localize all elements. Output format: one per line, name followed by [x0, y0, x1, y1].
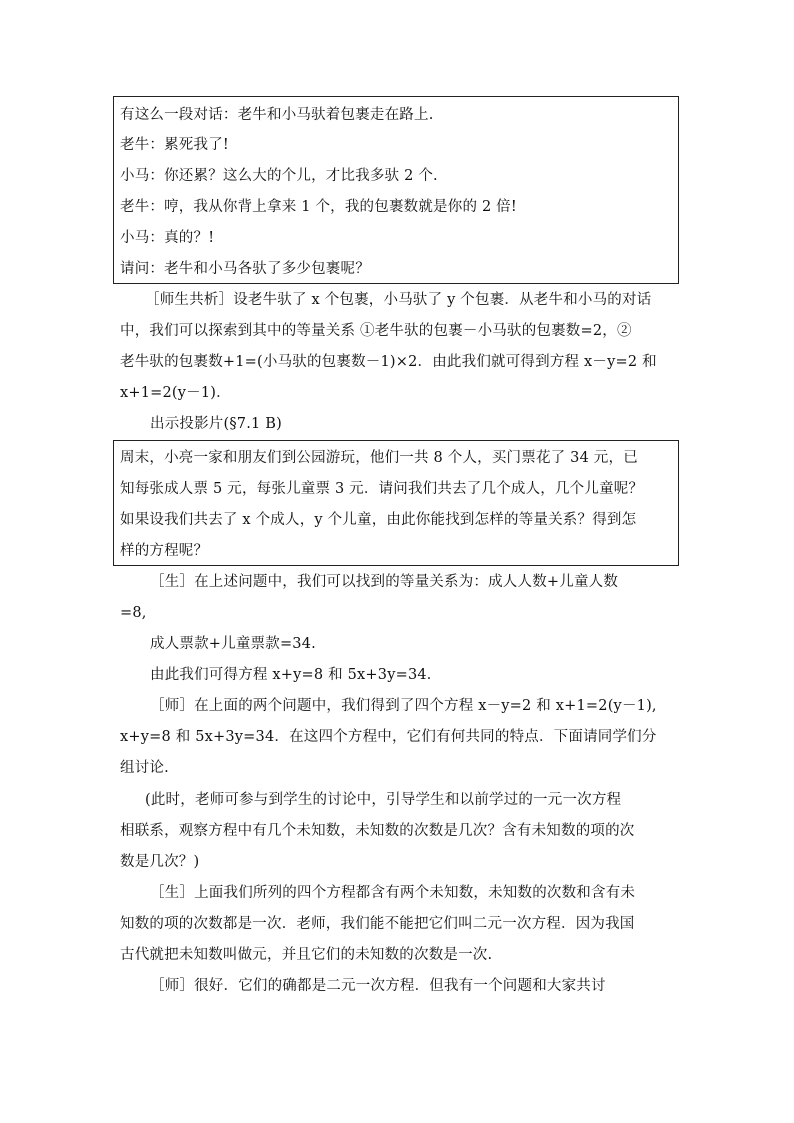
body-line: ［师］在上面的两个问题中，我们得到了四个方程 x－y=2 和 x+1=2(y－1), — [150, 698, 657, 714]
body-line: x+y=8 和 5x+3y=34．在这四个方程中，它们有何共同的特点．下面请同学们分 — [120, 729, 657, 745]
body-line: 成人票款+儿童票款=34. — [150, 636, 316, 652]
body-line: =8, — [120, 605, 147, 621]
body-line: 古代就把未知数叫做元，并且它们的未知数的次数是一次. — [120, 947, 493, 963]
dialogue-line: 有这么一段对话：老牛和小马驮着包裹走在路上. — [120, 107, 434, 123]
dialogue-box — [113, 96, 679, 284]
slide-note: 出示投影片(§7.1 B) — [150, 416, 282, 432]
analysis-line: ［师生共析］设老牛驮了 x 个包裹，小马驮了 y 个包裹．从老牛和小马的对话 — [145, 292, 652, 308]
body-line: 由此我们可得方程 x+y=8 和 5x+3y=34． — [150, 667, 442, 683]
dialogue-line: 请问：老牛和小马各驮了多少包裹呢？ — [120, 261, 370, 277]
body-line: ［师］很好．它们的确都是二元一次方程．但我有一个问题和大家共讨 — [150, 978, 606, 994]
analysis-line: 中，我们可以探索到其中的等量关系 ①老牛驮的包裹－小马驮的包裹数=2，② — [120, 323, 632, 339]
body-line: 相联系，观察方程中有几个未知数，未知数的次数是几次？含有未知数的项的次 — [120, 823, 635, 839]
analysis-line: x+1=2(y－1)． — [120, 385, 231, 401]
dialogue-line: 老牛：累死我了! — [120, 137, 229, 153]
problem-line: 周末，小亮一家和朋友们到公园游玩，他们一共 8 个人，买门票花了 34 元，已 — [120, 450, 638, 466]
dialogue-line: 小马：真的？! — [120, 230, 215, 246]
dialogue-line: 小马：你还累？这么大的个儿，才比我多驮 2 个. — [120, 168, 438, 184]
problem-line: 如果设我们共去了 x 个成人，y 个儿童，由此你能找到怎样的等量关系？得到怎 — [120, 512, 637, 528]
problem-line: 知每张成人票 5 元，每张儿童票 3 元．请问我们共去了几个成人，几个儿童呢？ — [120, 481, 644, 497]
body-line: ［生］在上述问题中，我们可以找到的等量关系为：成人人数+儿童人数 — [150, 574, 619, 590]
body-line: 组讨论. — [120, 760, 169, 776]
analysis-line: 老牛驮的包裹数+1=(小马驮的包裹数－1)×2．由此我们就可得到方程 x－y=2 和 — [120, 354, 657, 370]
dialogue-line: 老牛：哼，我从你背上拿来 1 个，我的包裹数就是你的 2 倍! — [120, 199, 517, 215]
body-line: ［生］上面我们所列的四个方程都含有两个未知数，未知数的次数和含有未 — [150, 885, 636, 901]
problem-line: 样的方程呢？ — [120, 543, 209, 559]
body-line: 数是几次？) — [120, 854, 200, 870]
body-line: 知数的项的次数都是一次．老师，我们能不能把它们叫二元一次方程．因为我国 — [120, 916, 635, 932]
body-line: (此时，老师可参与到学生的讨论中，引导学生和以前学过的一元一次方程 — [145, 792, 622, 808]
